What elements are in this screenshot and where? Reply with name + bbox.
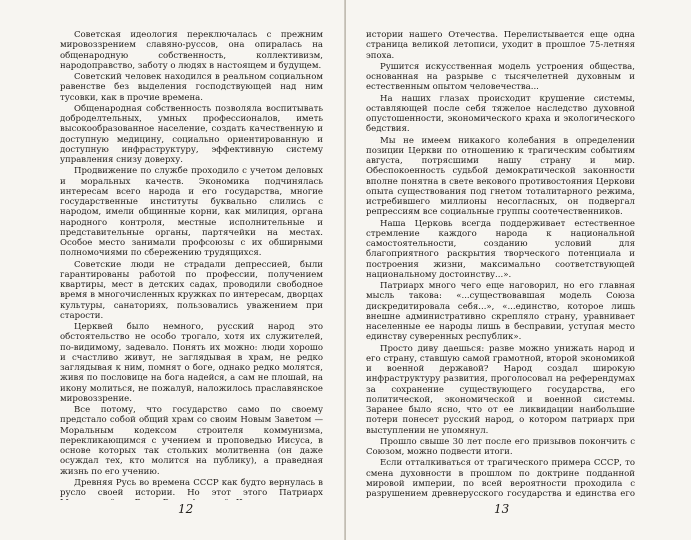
paragraph: Советские люди не страдали депрессией, были гарантированы работой по профессии, получением квартиры, мест в детских садах, проводили свободное время в многочисленных кружках по интересам, дворцах культуры, санаториях, пользовались уважением при старости.	[60, 259, 323, 321]
right-page-text	[366, 30, 635, 500]
paragraph: Общенародная собственность позволяла воспитывать доброделтельных, умных профессионалов, иметь высокообразованное население, создать качественную и доступную медицину, социально ориентированную и доступную инфраструктуру, эффективную систему управления снизу доверху.	[60, 103, 323, 165]
paragraph: Прошло свыше 30 лет после его призывов покончить с Союзом, можно подвести итоги.	[366, 436, 635, 457]
paragraph: Все потому, что государство само по своему предстало собой общий храм со своим Новым Заветом — Моральным кодексом строителя коммунизма, перекликающимся с учением и проповедью Иисуса, в основе которых так стольких молитвенна (он даже осуждал тех, кто молится на публику), а праведная жизнь по его учению.	[60, 405, 323, 477]
paragraph: Мы не имеем никакого колебания в определении позиции Церкви по отношению к трагическим событиям августа, потрясшими нашу страну и мир. Обеспокоенность судьбой демократической законности вполне понятна в свете векового противостояния Церкови опыта существования под гнетом тоталитарного режима, истребившего миллионы несогласных, он подвергал репрессиям все социальные группы соотечественников.	[366, 135, 635, 218]
paragraph: Просто диву даешься: разве можно унижать народ и его страну, ставшую самой грамотной, второй экономикой и военной державой? Народ создал широкую инфраструктуру развития, проголосовал на референдумах за сохранение существующего государства, его политической, экономической и военной системы. Заранее было ясно, что от ее ликвидации наибольшие потери понесет русский народ, о котором патриарх при выступлении не упомянул.	[366, 343, 635, 436]
right-page	[346, 0, 691, 540]
left-page-text	[60, 30, 323, 500]
page-number: 12	[178, 502, 194, 516]
paragraph: Наша Церковь всегда поддерживает естественное стремление каждого народа к национальной самостоятельности, созданию условий для благоприятного раскрытия творческого потенциала и построения жизни, максимально соответствующей национальному достоинству...».	[366, 218, 635, 280]
paragraph: истории нашего Отечества. Перелистывается еще одна страница великой летописи, уходит в прошлое 75-летняя эпоха.	[366, 30, 635, 61]
left-page	[0, 0, 345, 540]
paragraph: На наших глазах происходит крушение системы, оставляющей после себя тяжелое наследство духовной опустошенности, экономического краха и экологического бедствия.	[366, 93, 635, 135]
paragraph: Продвижение по службе проходило с учетом деловых и моральных качеств. Экономика подчинялась интересам всего народа и его государства, многие государственные институты буквально слились с народом, имели общинные корни, как милиция, органа народного контроля, местные исполнительные и представительные органы, партячейки на местах. Особое место занимали профсоюзы с их обширными полномочиями по сбережению трудящихся.	[60, 166, 323, 259]
paragraph: Древняя Русь во времена СССР как будто вернулась в русло своей истории. Но этот этого Патриарх	[60, 477, 323, 498]
paragraph: Советская идеология переключалась с прежним мировоззрением славяно-руссов, она опиралась на общенародную собственность, коллективизм, народоправство, заботу о людях в настоящем и будущем.	[60, 30, 323, 71]
paragraph: Советский человек находился в реальном социальном равенстве без выделения господствующей над ним тусовки, как в прочие времена.	[60, 72, 323, 103]
paragraph: Рушится искусственная модель устроения общества, основанная на разрыве с тысячелетней духовным и естественным опытом человечества...	[366, 61, 635, 93]
paragraph: Если отталкиваться от трагического примера СССР, то смена духовности в прошлом по доктрине подданной мировой империи, по всей вероятности проходила с разрушением древнерусского государства и единства его	[366, 458, 635, 499]
paragraph: Церквей было немного, русский народ это обстоятельство не особо трогало, хотя их служителей, по-видимому, задевало. Понять их можно: люди хорошо и счастливо живут, не заглядывая в храм, не редко заглядывая к ним, помнят о боге, однако редко молятся, живя по пословице на бога надейся, а сам не плошай, на икону молиться, не пожалуй, наложилось праславянское мировоззрение.	[60, 322, 323, 404]
page-number: 13	[494, 502, 510, 516]
paragraph: Патриарх много чего еще наговорил, но его главная мысль такова: «...существовавшая модель Союза дискредитировала себя...», «...единство, которое лишь внешне административно скрепляло страну, уравнивает населенные ее народы лишь в бесправии, уступая место единству суверенных республик».	[366, 281, 635, 343]
